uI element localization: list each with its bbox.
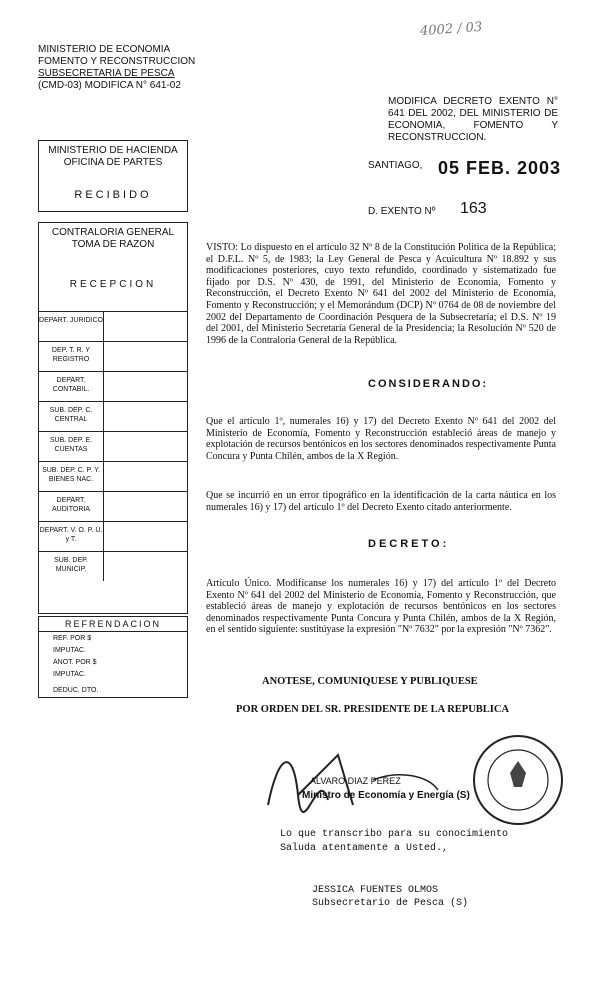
considerando-paragraph-1: Que el artículo 1º, numerales 16) y 17) del Decreto Exento Nº 641 del 2002 del Ministerio de Economía, Fomento y Reconstrucción estableció áreas de manejo y explotación de recursos bentónicos en los sectores denominados respectivamente Punta Concura y Punta Chilén, ambos de la X Región. xyxy=(206,416,556,462)
footer-signatory xyxy=(312,884,468,910)
contraloria-line-2: TOMA DE RAZON xyxy=(71,239,155,250)
recepcion-label: RECEPCION xyxy=(69,279,157,290)
decree-number-label: D. EXENTO Nº xyxy=(368,206,436,217)
issuer-header xyxy=(38,44,195,92)
stamp-row xyxy=(39,401,187,431)
stamp-row xyxy=(39,311,187,341)
header-line-4: (CMD-03) MODIFICA N° 641-02 xyxy=(38,80,181,91)
footer-role: Subsecretario de Pesca (S) xyxy=(312,898,469,909)
stamp-row xyxy=(39,461,187,491)
hacienda-stamp xyxy=(38,140,188,212)
articulo-unico: Artículo Único. Modifícanse los numerales 16) y 17) del artículo 1º del Decreto Exento Nº 641 del 2002 del Ministerio de Economía, Fomento y Reconstrucción, que estableció áreas de manejo y explotación de recursos bentónicos en los sectores denominados respectivamente Punta Concura y Punta Chilén, ambos de la X Región, en el sentido siguiente: sustitúyase la expresión "Nº 7632" por la expresión "Nº 7362". xyxy=(206,578,556,636)
signatory-name: ALVARO DIAZ PEREZ xyxy=(310,776,401,786)
stamp-row-label: SUB. DEP. MUNICIP. xyxy=(54,557,88,573)
stamp-row xyxy=(39,521,187,551)
anotese-line: ANOTESE, COMUNIQUESE Y PUBLIQUESE xyxy=(262,676,478,687)
ref-line: ANOT. POR $ xyxy=(53,659,97,666)
stamp-row-label: DEP. T. R. Y REGISTRO xyxy=(51,347,91,363)
signatory-role: Ministro de Economía y Energía (S) xyxy=(302,790,470,801)
contraloria-line-1: CONTRALORIA GENERAL xyxy=(51,227,175,238)
stamp-row xyxy=(39,341,187,371)
ref-line: IMPUTAC. xyxy=(53,671,86,678)
por-orden-line: POR ORDEN DEL SR. PRESIDENTE DE LA REPUBLICA xyxy=(236,704,510,715)
santiago-label: SANTIAGO, xyxy=(368,160,423,171)
seal-emblem xyxy=(510,761,526,787)
hacienda-line-1: MINISTERIO DE HACIENDA xyxy=(48,145,178,156)
stamp-row xyxy=(39,551,187,581)
hacienda-line-2: OFICINA DE PARTES xyxy=(63,157,163,168)
date-stamp: 05 FEB. 2003 xyxy=(438,158,562,178)
contraloria-stamp xyxy=(38,222,188,614)
refrendacion-label: REFRENDACION xyxy=(39,617,187,632)
transcription-note xyxy=(280,828,508,856)
considerando-title: CONSIDERANDO: xyxy=(368,378,489,390)
stamp-row-label: DEPART. AUDITORIA xyxy=(52,497,90,513)
transcription-line-2: Saluda atentamente a Usted., xyxy=(280,843,449,854)
header-line-2: FOMENTO Y RECONSTRUCCION xyxy=(38,56,196,67)
stamp-row xyxy=(39,491,187,521)
stamp-rows xyxy=(39,311,187,581)
decree-subject: MODIFICA DECRETO EXENTO N° 641 DEL 2002, DEL MINISTERIO DE ECONOMIA, FOMENTO Y RECONSTRUCCION. xyxy=(388,96,558,143)
refrendacion-box xyxy=(38,616,188,698)
handwritten-note: 4002 / 03 xyxy=(419,19,483,40)
stamp-row-label: DEPART. CONTABIL. xyxy=(52,377,90,393)
recibido-label: RECIBIDO xyxy=(74,189,152,201)
ref-line: REF. POR $ xyxy=(53,635,92,642)
stamp-row xyxy=(39,431,187,461)
stamp-row-label: SUB. DEP. C. CENTRAL xyxy=(49,407,93,423)
decree-number: 163 xyxy=(460,200,487,217)
transcription-line-1: Lo que transcribo para su conocimiento xyxy=(280,829,509,840)
decreto-title: DECRETO: xyxy=(368,538,450,550)
visto-paragraph: VISTO: Lo dispuesto en el artículo 32 Nº 8 de la Constitución Política de la República; el D.F.L. Nº 5, de 1983; la Ley General de Pesca y Acuicultura Nº 18.892 y sus modificaciones posteriores, cuyo texto refundido, coordinado y sistematizado fue fijado por D.S. Nº 430, de 1991, del Ministerio de Economía, Fomento y Reconstrucción, el Decreto Exento Nº 641 del 2002 del Ministerio de Economía, Fomento y Reconstrucción; y el Memorándum (DCP) Nº 0764 de 08 de noviembre del 2002 del Departamento de Coordinación Pesquera de la Subsecretaría; el D.S. Nº 19 del 2001, del Ministerio Secretaría General de la Presidencia; la Resolución Nº 520 de 1996 de la Contraloría General de la República. xyxy=(206,242,556,346)
considerando-paragraph-2: Que se incurrió en un error tipográfico en la identificación de la carta náutica en los numerales 16) y 17) del artículo 1º del Decreto Exento citado anteriormente. xyxy=(206,490,556,513)
ref-line: DEDUC. DTO. xyxy=(53,687,99,694)
header-line-3: SUBSECRETARIA DE PESCA xyxy=(38,68,175,79)
footer-name: JESSICA FUENTES OLMOS xyxy=(312,885,439,896)
stamp-row-label: DEPART. V. O. P. U. y T. xyxy=(39,527,103,543)
signature-and-seal xyxy=(258,735,598,830)
stamp-row-label: SUB. DEP. C. P. Y. BIENES NAC. xyxy=(42,467,100,483)
stamp-row xyxy=(39,371,187,401)
header-line-1: MINISTERIO DE ECONOMIA xyxy=(38,44,171,55)
stamp-row-label: DEPART. JURIDICO xyxy=(39,317,103,324)
ref-line: IMPUTAC. xyxy=(53,647,86,654)
stamp-row-label: SUB. DEP. E. CUENTAS xyxy=(49,437,93,453)
